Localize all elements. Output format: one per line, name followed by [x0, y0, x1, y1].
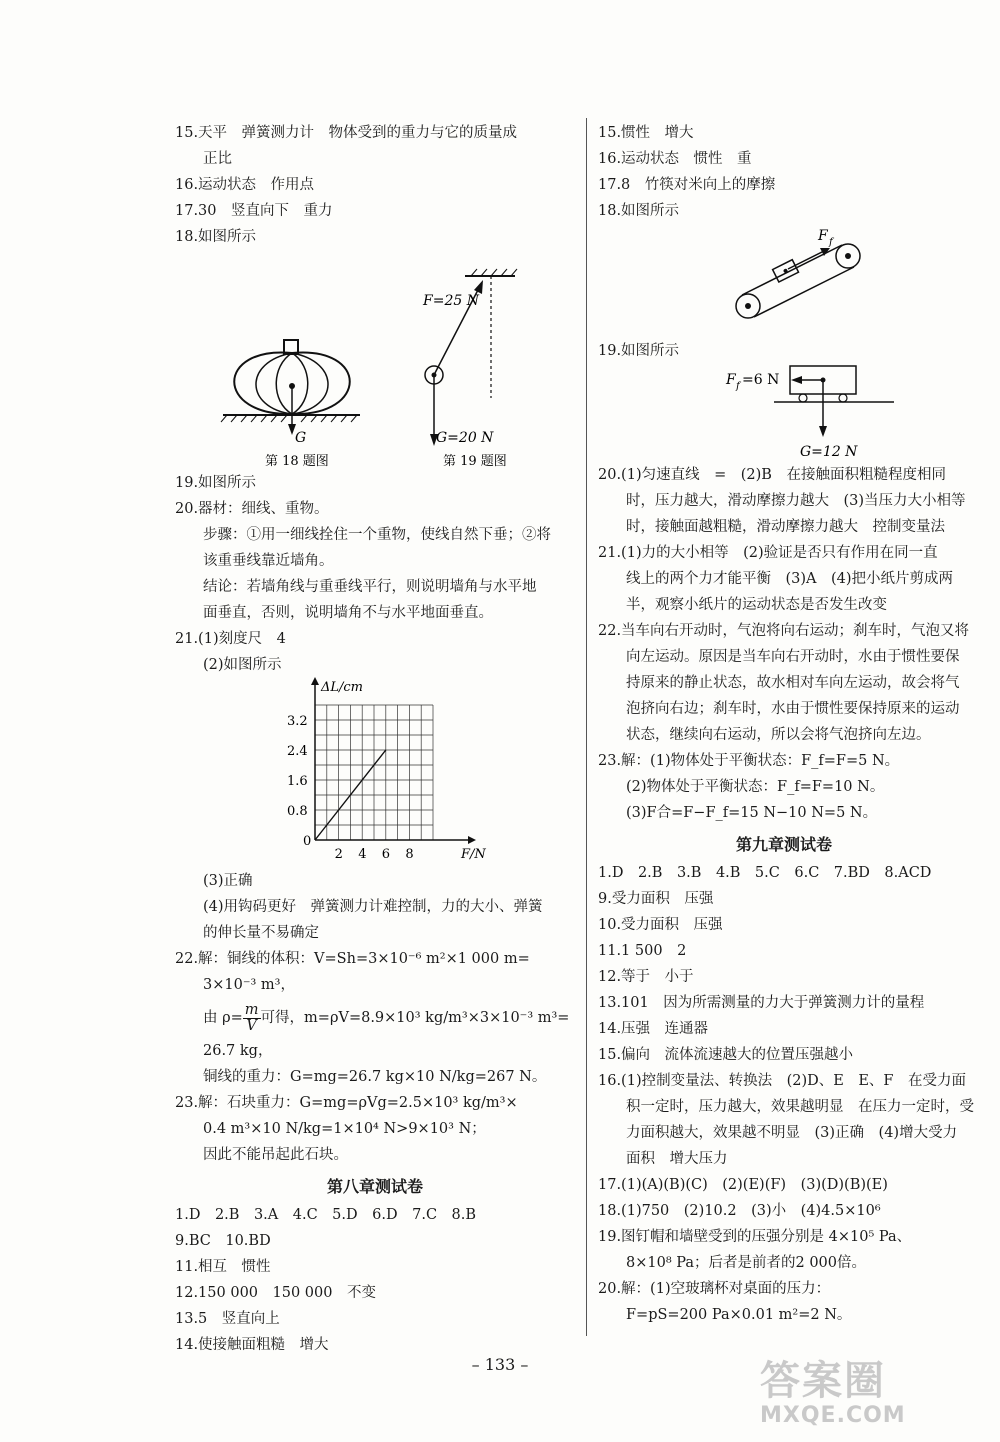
fig19-caption: 第 19 题图 [443, 454, 507, 469]
ch8-answers-9-10: 9.BC 10.BD [175, 1233, 271, 1249]
ch9-answer-16-d: 面积 增大压力 [626, 1151, 728, 1167]
answer-18: 18.如图所示 [175, 229, 257, 245]
answer-22-mass-cont: 26.7 kg， [203, 1043, 273, 1059]
watermark [760, 1358, 970, 1430]
answer-22-mass-prefix: 由 ρ= [203, 1010, 243, 1026]
answer-17: 17.30 竖直向下 重力 [175, 203, 333, 219]
figures-18-19 [175, 250, 575, 469]
ch9-answer-19-b: 8×10⁸ Pa；后者是前者的2 000倍。 [626, 1255, 867, 1271]
ch9-answer-12: 12.等于 小于 [598, 969, 694, 985]
ch9-answers-1-8: 1.D 2.B 3.B 4.B 5.C 6.C 7.BD 8.ACD [598, 865, 932, 881]
r-answer-20: 20.(1)匀速直线 = (2)B 在接触面积粗糙程度相同 [598, 467, 946, 483]
answer-20-conclusion: 结论：若墙角线与重垂线平行，则说明墙角与水平地 [203, 579, 537, 595]
r-answer-20-b: 时，压力越大，滑动摩擦力越大 (3)当压力大小相等 [626, 493, 966, 509]
friction-sub-19: f [736, 381, 740, 392]
watermark-url: MXQE.COM [760, 1403, 906, 1428]
answer-21-1: 21.(1)刻度尺 4 [175, 631, 286, 647]
answer-22-weight: 铜线的重力：G=mg=26.7 kg×10 N/kg=267 N。 [203, 1069, 547, 1085]
r-answer-22-d: 泡挤向右边；刹车时，水由于惯性要保持原来的运动 [626, 701, 960, 717]
answer-22-mass-suffix: 可得，m=ρV=8.9×10³ kg/m³×3×10⁻³ m³= [260, 1010, 570, 1026]
r-answer-23: 23.解：(1)物体处于平衡状态：F_f=F=5 N。 [598, 753, 900, 769]
ch9-answer-11: 11.1 500 2 [598, 943, 687, 959]
x-tick-label: 2 [334, 847, 343, 862]
column-divider [586, 118, 587, 1336]
answer-16: 16.运动状态 作用点 [175, 177, 315, 193]
ch9-answer-20-b: F=pS=200 Pa×0.01 m²=2 N。 [626, 1307, 852, 1323]
pendulum-figure [422, 269, 517, 469]
ch8-answer-13: 13.5 竖直向上 [175, 1311, 280, 1327]
tension-label: F=25 N [423, 293, 479, 309]
x-tick-label: 8 [405, 847, 414, 862]
left-column [175, 120, 575, 1358]
answer-21-4-cont: 的伸长量不易确定 [203, 925, 319, 941]
ch9-answer-17: 17.(1)(A)(B)(C) (2)(E)(F) (3)(D)(B)(E) [598, 1177, 888, 1193]
cart-figure [598, 364, 970, 462]
x-tick-label: 6 [381, 847, 391, 862]
x-tick-label: 0 [303, 834, 312, 849]
ch8-answer-11: 11.相互 惯性 [175, 1259, 271, 1275]
fraction-m-over-v [243, 1003, 261, 1034]
y-tick-label: 3.2 [287, 714, 308, 729]
answer-21-2: (2)如图所示 [203, 657, 282, 673]
chapter-9-heading: 第九章测试卷 [735, 835, 832, 854]
friction-value-19: =6 N [742, 372, 780, 388]
fig18-caption: 第 18 题图 [265, 454, 329, 469]
friction-label-f: F [818, 228, 828, 244]
ch8-answers-1-8: 1.D 2.B 3.A 4.C 5.D 6.D 7.C 8.B [175, 1207, 477, 1223]
x-tick-label: 4 [358, 847, 367, 862]
answer-23-cont: 0.4 m³×10 N/kg=1×10⁴ N>9×10³ N； [203, 1121, 486, 1137]
ch8-answer-14: 14.使接触面粗糙 增大 [175, 1337, 329, 1353]
fraction-denominator: V [246, 1017, 257, 1034]
ch9-answer-16: 16.(1)控制变量法、转换法 (2)D、E E、F 在受力面 [598, 1073, 966, 1089]
answer-23: 23.解：石块重力：G=mg=ρVg=2.5×10³ kg/m³× [175, 1095, 518, 1111]
ch9-answer-13: 13.101 因为所需测量的力大于弹簧测力计的量程 [598, 995, 925, 1011]
ch9-answer-16-c: 力面积越大，效果越不明显 (3)正确 (4)增大受力 [626, 1125, 958, 1141]
answer-20-conclusion-cont: 面垂直，否则，说明墙角不与水平地面垂直。 [203, 605, 493, 621]
y-tick-label: 1.6 [287, 774, 308, 789]
answer-21-3: (3)正确 [203, 873, 253, 889]
r-answer-20-c: 时，接触面越粗糙，滑动摩擦力越大 控制变量法 [626, 519, 945, 535]
ch9-answer-18: 18.(1)750 (2)10.2 (3)小 (4)4.5×10⁶ [598, 1203, 881, 1219]
pumpkin-figure [221, 340, 360, 469]
y-axis-arrow [311, 677, 319, 685]
chapter-8-heading: 第八章测试卷 [326, 1177, 423, 1196]
ch9-answer-16-b: 积一定时，压力越大，效果越明显 在压力一定时，受 [626, 1099, 974, 1115]
ch9-answer-19: 19.图钉帽和墙壁受到的压强分别是 4×10⁵ Pa、 [598, 1229, 912, 1245]
r-answer-18: 18.如图所示 [598, 203, 680, 219]
cart-weight-label: G=12 N [800, 444, 858, 460]
r-answer-22-e: 状态，继续向右运动，所以会将气泡挤向左边。 [626, 727, 931, 743]
answer-21-4: (4)用钩码更好 弹簧测力计难控制，力的大小、弹簧 [203, 899, 543, 915]
answer-22-volume: 22.解：铜线的体积：V=Sh=3×10⁻⁶ m²×1 000 m= [175, 951, 530, 967]
answer-22-volume-cont: 3×10⁻³ m³， [203, 977, 295, 993]
answer-23-conclusion: 因此不能吊起此石块。 [203, 1147, 348, 1163]
answer-20-steps: 步骤：①用一细线拴住一个重物，使线自然下垂；②将 [203, 527, 551, 543]
weight-label-g: G [295, 430, 307, 446]
answer-20-steps-cont: 该重垂线靠近墙角。 [203, 553, 334, 569]
y-tick-label: 2.4 [287, 744, 308, 759]
r-answer-21-b: 线上的两个力才能平衡 (3)A (4)把小纸片剪成两 [626, 571, 954, 587]
x-axis-arrow [468, 836, 476, 844]
spring-extension-chart [175, 678, 575, 868]
r-answer-19: 19.如图所示 [598, 343, 680, 359]
r-answer-22-b: 向左运动。原因是当车向右开动时，水由于惯性要保 [626, 649, 960, 665]
r-answer-22: 22.当车向右开动时，气泡将向右运动；刹车时，气泡又将 [598, 623, 970, 639]
r-answer-15: 15.惯性 增大 [598, 125, 694, 141]
ch9-answer-10: 10.受力面积 压强 [598, 917, 723, 933]
friction-subscript: f [829, 237, 833, 248]
page-number: – 133 – [471, 1355, 529, 1374]
answer-15-cont: 正比 [203, 151, 232, 167]
watermark-logo: 答案圈 [760, 1358, 886, 1404]
answer-22-mass [175, 998, 575, 1038]
ch9-answer-14: 14.压强 连通器 [598, 1021, 709, 1037]
fraction-numerator: m [244, 1001, 259, 1018]
r-answer-22-c: 持原来的静止状态，故水相对车向左运动，故会将气 [626, 675, 960, 691]
answer-19: 19.如图所示 [175, 475, 257, 491]
r-answer-23-c: (3)F合=F−F_f=15 N−10 N=5 N。 [626, 805, 878, 821]
r-answer-21-c: 半，观察小纸片的运动状态是否发生改变 [626, 597, 887, 613]
r-answer-21: 21.(1)力的大小相等 (2)验证是否只有作用在同一直 [598, 545, 938, 561]
r-answer-17: 17.8 竹筷对米向上的摩擦 [598, 177, 776, 193]
x-axis-label: F/N [461, 847, 486, 862]
r-answer-16: 16.运动状态 惯性 重 [598, 151, 752, 167]
conveyor-figure [598, 224, 970, 334]
ch9-answer-20: 20.解：(1)空玻璃杯对桌面的压力： [598, 1281, 831, 1297]
right-column [598, 120, 974, 1328]
friction-label-19: F [726, 372, 736, 388]
ch8-answer-12: 12.150 000 150 000 不变 [175, 1285, 376, 1301]
ch9-answer-15: 15.偏向 流体流速越大的位置压强越小 [598, 1047, 854, 1063]
ch9-answer-9: 9.受力面积 压强 [598, 891, 714, 907]
weight-label-19: G=20 N [436, 430, 494, 446]
r-answer-23-b: (2)物体处于平衡状态：F_f=F=10 N。 [626, 779, 885, 795]
answer-20-materials: 20.器材：细线、重物。 [175, 501, 329, 517]
y-axis-label: ΔL/cm [321, 680, 364, 695]
y-tick-label: 0.8 [287, 804, 308, 819]
answer-15: 15.天平 弹簧测力计 物体受到的重力与它的质量成 [175, 125, 518, 141]
